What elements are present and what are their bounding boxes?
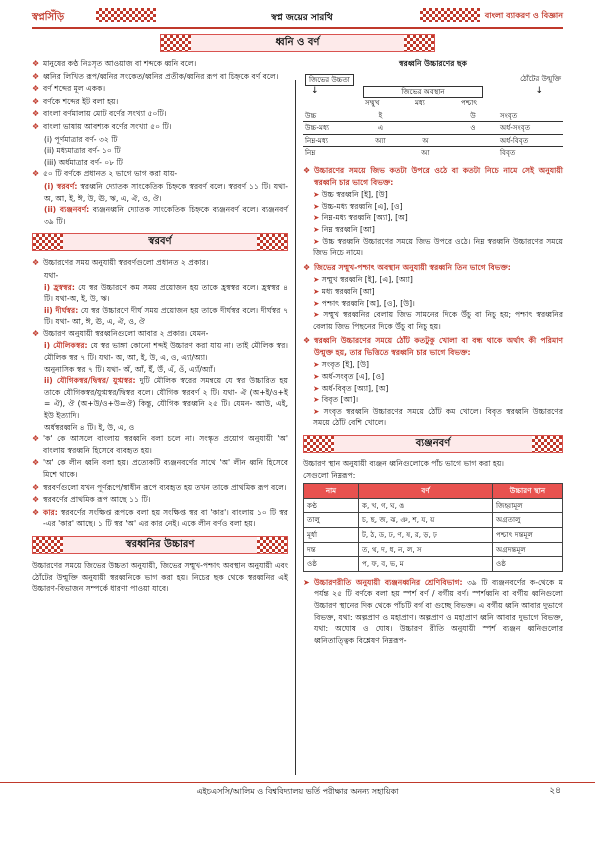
bullet-item: ❖ স্বরবর্ণগুলো যখন পূর্ণরূপে/স্বাধীন রূপে ব্যবহৃত হয় তখন তাকে প্রাথমিক রূপ বলে। bbox=[32, 482, 287, 492]
list-item: ➤ নিম্ন-মধ্য স্বরধ্বনি [অ্যা], [অ] bbox=[313, 213, 408, 223]
vowel-chart-back: পশ্চাৎ bbox=[461, 98, 478, 107]
page-header bbox=[32, 10, 563, 24]
list-item: ➤ নিম্ন স্বরধ্বনি [আ] bbox=[313, 224, 375, 234]
table-row: উচ্চ-মধ্য এ ও অর্ধ-সংবৃত bbox=[303, 122, 563, 135]
list-item: ➤ সংবৃত স্বরধ্বনি উচ্চারণের সময়ে ঠোঁট কম খোলে। বিবৃত স্বরধ্বনি উচ্চারণের সময়ে ঠোঁট বেশি খোলে। bbox=[313, 406, 564, 428]
bullet-item: ❖ স্বরধ্বনি উচ্চারণের সময়ে ঠোঁট কতটুকু খোলা বা বন্ধ থাকে অর্থাৎ কী পরিমাণ উন্মুক্ত হয়, তার ভিত্তিতে স্বরধ্বনি চার ভাগে বিভক্ত: bbox=[303, 336, 563, 357]
header-rule bbox=[32, 27, 563, 29]
list-item: ➤ পশ্চাৎ স্বরধ্বনি [অ], [ও], [উ]। bbox=[313, 298, 415, 308]
bullet-item: ❖ বাংলা বর্ণমালায় মোট বর্ণের সংখ্যা ৫০টি। bbox=[32, 109, 167, 119]
list-item: ➤ অর্ধ-সংবৃত [এ], [ও] bbox=[313, 372, 385, 382]
definition-byanjanbarna: (ii) ব্যঞ্জনবর্ণ: ব্যঞ্জনধ্বনি দ্যোতক সাংকেতিক চিহ্নকে ব্যঞ্জনবর্ণ বলে। ব্যঞ্জনবর্ণ ৩৯ টি। bbox=[44, 205, 288, 226]
title-banner: ধ্বনি ও বর্ণ bbox=[160, 34, 435, 52]
bullet-item: ❖ উচ্চারণের সময় অনুযায়ী স্বরবর্ণগুলো প্রধানত ২ প্রকার। bbox=[32, 258, 209, 268]
list-item: (iii) অর্ধমাত্রার বর্ণ- ০৮ টি bbox=[44, 157, 123, 167]
vowel-chart-front: সম্মুখ bbox=[365, 98, 380, 107]
vowel-chart-lip-label: ঠোঁটের উন্মুক্তি bbox=[520, 74, 561, 83]
definition-swarabarna: (i) স্বরবর্ণ: স্বরধ্বনি দ্যোতক সাংকেতিক চিহ্নকে স্বরবর্ণ বলে। স্বরবর্ণ ১১ টি। যথা- অ, আ, ই, ঈ, উ, ঊ, ঋ, এ, ঐ, ও, ঔ। bbox=[44, 181, 288, 203]
text-line: অনুনাসিক স্বর ৭ টি। যথা- অঁ, আঁ, ইঁ, উঁ, এঁ, ওঁ, এ্যাঁ/অ্যাঁ। bbox=[44, 364, 216, 374]
section-banner-swarabarna: স্বরবর্ণ bbox=[32, 233, 288, 251]
bullet-item: ❖ বাংলা ভাষায় আবশ্যক বর্ণের সংখ্যা ৫০ টি। bbox=[32, 121, 172, 131]
list-item: ➤ বিবৃত [আ]। bbox=[313, 395, 359, 405]
table-row: ওষ্ঠ প, ফ, ব, ভ, ম ওষ্ঠ bbox=[304, 557, 563, 572]
definition-jougik: ii) যৌগিকস্বর/দ্বিস্বর/ যুগ্মস্বর: দুটি মৌলিক স্বরের সমন্বয়ে যে স্বর উচ্চারিত হয় তাকে যৌগিকস্বর/যুগ্মস্বর/দ্বিস্বর বলে। যৌগিক স্বরবর্ণ ২ টি। যথা- ঐ (অ+ই/ও+ই = ঐ), ঔ (অ+উ/ও+উ=ঔ) কিন্তু, যৌগিক স্বরধ্বনি ২৫ টি। যেমন- আউ, এই, ইউ ইত্যাদি। bbox=[44, 376, 288, 421]
section-banner-byanjanbarna: ব্যঞ্জনবর্ণ bbox=[303, 435, 563, 453]
list-item: (i) পূর্ণমাত্রার বর্ণ- ৩২ টি bbox=[44, 134, 118, 144]
list-item: ➤ অর্ধ-বিবৃত [অ্যা], [অ] bbox=[313, 383, 389, 393]
bullet-item: ❖ কার: স্বরবর্ণের সংক্ষিপ্ত রূপকে বলা হয় সংক্ষিপ্ত স্বর বা 'কার'। বাংলায় ১০ টি স্বর -এর 'কার' আছে। ১ টি স্বর 'অ' এর কার নেই। একে লীন বর্ণও বলা হয়। bbox=[32, 507, 288, 529]
definition-dirgha: ii) দীর্ঘস্বর: যে স্বর উচ্চারণে দীর্ঘ সময় প্রয়োজন হয় তাকে দীর্ঘস্বর বলে। দীর্ঘস্বর ৭ টি। যথা- আ, ঈ, ঊ, এ, ঐ, ও, ঔ bbox=[44, 305, 289, 327]
table-row: কণ্ঠ ক, খ, গ, ঘ, ঙ জিহ্বামূল bbox=[304, 498, 563, 513]
list-item: ➤ উচ্চ-মধ্য স্বরধ্বনি [এ], [ও] bbox=[313, 201, 403, 211]
bullet-item: ➤ উচ্চারণরীতি অনুযায়ী ব্যঞ্জনধ্বনির শ্রেণিবিভাগ: ৩৯ টি ব্যঞ্জনবর্ণের ক-থেকে ম পর্যন্ত ২৫ টি বর্ণকে বলা হয় স্পর্শ বর্ণ / বর্গীয় বর্ণ। স্পর্শধ্বনি বা বর্গীয় ধ্বনিগুলো উচ্চারণ স্থানের দিক থেকে পাঁচটি বর্গ বা গুচ্ছে বিভক্ত। এ বর্গীয় ধ্বনি আবার দুভাগে বিভক্ত, যথা: অল্পপ্রাণ ও মহাপ্রাণ। অল্পপ্রাণ ও মহাপ্রাণ ধ্বনি আবার দুভাগে বিভক্ত, যথা: অঘোষ ও ঘোষ। উচ্চারণ রীতি অনুযায়ী স্পর্শ ব্যঞ্জন ধ্বনিগুলোর ধ্বনিতাত্ত্বিক বিশ্লেষণ নিম্নরূপ- bbox=[303, 577, 563, 645]
list-item: ➤ সংবৃত [ই], [উ] bbox=[313, 360, 369, 370]
header-subject: বাংলা ব্যাকরণ ও বিজ্ঞান bbox=[484, 11, 563, 20]
table-row: নিম্ন আ বিবৃত bbox=[305, 148, 516, 158]
bullet-item: ❖ 'ক' কে আসলে বাংলায় স্বরধ্বনি বলা চলে না। সংস্কৃত প্রয়োগ অনুযায়ী 'অ' বাংলায় স্বরধ্বনি হিসেবে ব্যবহৃত হয়। bbox=[32, 434, 288, 455]
consonant-table bbox=[303, 483, 563, 572]
list-item: ➤ সম্মুখ স্বরধ্বনি [ই], [এ], [অ্যা] bbox=[313, 275, 413, 285]
bullet-item: ❖ ৫০ টি বর্ণকে প্রধানত ২ ভাগে ভাগ করা যায়- bbox=[32, 169, 178, 179]
text-line: যথা- bbox=[44, 270, 59, 280]
vowel-chart-central: মধ্য bbox=[415, 98, 425, 107]
definition-moulik: i) মৌলিকস্বর: যে স্বর ভাঙ্গা কোনো শব্দই উচ্চারণ করা যায় না। তাই মৌলিক স্বর। মৌলিক স্বর ৭ টি। যথা- অ, আ, ই, উ, এ, ও, এ্যা/অ্যা। bbox=[44, 341, 289, 363]
text-line: উচ্চারণ স্থান অনুযায়ী ব্যঞ্জন ধ্বনিগুলোকে পাঁচ ভাগে ভাগ করা হয়। bbox=[303, 459, 505, 469]
table-title: স্বরধ্বনি উচ্চারণের ছক bbox=[399, 59, 467, 68]
table-header-row: নাম বর্ণ উচ্চারণ স্থান bbox=[304, 484, 563, 499]
vowel-chart-rows bbox=[303, 110, 563, 159]
left-column bbox=[32, 58, 288, 595]
table-row: নিম্ন-মধ্য অ্যা অ অর্ধ-বিবৃত bbox=[303, 134, 563, 147]
list-item: ➤ মধ্য স্বরধ্বনি [আ] bbox=[313, 286, 375, 296]
header-brand: স্বপ্নসিঁড়ি bbox=[32, 12, 65, 23]
bullet-item: ❖ উচ্চারণ অনুযায়ী স্বরধ্বনিগুলো আবার ২ প্রকার। যেমন- bbox=[32, 328, 209, 338]
page-number: ২৪ bbox=[549, 786, 561, 796]
column-divider bbox=[295, 80, 296, 775]
bullet-item: ❖ বর্ণ শব্দের মূল একক। bbox=[32, 84, 106, 94]
bullet-item: ❖ মানুষের কণ্ঠ নিঃসৃত আওয়াজ বা শব্দকে ধ্বনি বলে। bbox=[32, 59, 197, 68]
paragraph: উচ্চারণের সময়ে জিভের উচ্চতা অনুযায়ী, জিভের সম্মুখ-পশ্চাৎ অবস্থান অনুযায়ী এবং ঠোঁটের উন্মুক্তি অনুযায়ী স্বরধ্বনিকে ভাগ করা হয়। নিচের ছক থেকে স্বরধ্বনির এই উচ্চারণ-বিভাজন সম্পর্কে ধারণা পাওয়া যাবে। bbox=[32, 560, 288, 594]
right-column bbox=[303, 58, 563, 647]
header-tagline: স্বপ্ন জয়ের সারথি bbox=[271, 13, 333, 23]
vowel-chart-position-label: জিভের অবস্থান bbox=[363, 86, 483, 98]
table-row: তালু চ, ছ, জ, ঝ, ঞ, শ, য, য় অগ্রতালু bbox=[304, 513, 563, 528]
list-item: ➤ উচ্চ স্বরধ্বনি [ই], [উ] bbox=[313, 190, 388, 200]
table-row: দন্ত ত, থ, দ, ধ, ন, ল, স অগ্রদন্তমূল bbox=[304, 542, 563, 557]
table-row: মূর্ধা ট, ঠ, ড, ঢ, ণ, ষ, র, ড়, ঢ় পশ্চাৎ দন্তমূল bbox=[304, 528, 563, 543]
text-line: অর্ধস্বরধ্বনি ৪ টি। ই, উ, এ, ও bbox=[44, 422, 135, 432]
list-item: (ii) মধ্যমাত্রার বর্ণ- ১০ টি bbox=[44, 146, 121, 156]
bullet-item: ❖ স্বরবর্ণের প্রাথমিক রূপ আছে ১১ টি। bbox=[32, 495, 151, 505]
arrow-down-icon: ↓ bbox=[535, 85, 543, 96]
bullet-item: ❖ বর্ণকে শব্দের ইট বলা হয়। bbox=[32, 96, 119, 106]
arrow-down-icon: ↓ bbox=[311, 85, 319, 96]
list-item: ➤ সম্মুখ স্বরধ্বনির বেলায় জিভ সামনের দিকে উঁচু বা নিচু হয়; পশ্চাৎ স্বরধ্বনির বেলায় জিভ পিছনের দিকে উঁচু বা নিচু হয়। bbox=[313, 310, 563, 331]
vowel-chart-height-label: জিভের উচ্চতা bbox=[305, 74, 354, 86]
bullet-item: ❖ জিভের সম্মুখ-পশ্চাৎ অবস্থান অনুযায়ী স্বরধ্বনি তিন ভাগে বিভক্ত: bbox=[303, 262, 511, 272]
list-item: ➤ উচ্চ স্বরধ্বনি উচ্চারণের সময়ে জিভ উপরে ওঠে। নিম্ন স্বরধ্বনি উচ্চারণের সময়ে জিভ নিচে নামে। bbox=[313, 236, 563, 258]
table-row: উচ্চ ই উ সংবৃত bbox=[303, 110, 563, 122]
bullet-item: ❖ 'অ' কে লীন ধ্বনি বলা হয়। প্রত্যেকটি ব্যঞ্জনবর্ণের সাথে 'অ' লীন ধ্বনি হিসেবে মিশে থাকে। bbox=[32, 458, 288, 479]
text-line: সেগুলো নিম্নরূপ: bbox=[303, 470, 356, 480]
bullet-item: ❖ ধ্বনির লিখিত রূপ/ধ্বনির সংকেত/ধ্বনির প্রতীক/ধ্বনির রূপ বা চিহ্নকে বর্ণ বলে। bbox=[32, 71, 279, 81]
bullet-item: ❖ উচ্চারণের সময়ে জিভ কতটা উপরে ওঠে বা কতটা নিচে নামে সেই অনুযায়ী স্বরধ্বনি চার ভাগে বিভক্ত: bbox=[303, 165, 563, 187]
section-banner-swaradhwani: স্বরধ্বনির উচ্চারণ bbox=[32, 536, 288, 554]
page-footer: এইচএসসি/আলিম ও বিশ্ববিদ্যালয় ভর্তি পরীক্ষার অনন্য সহায়িকা bbox=[0, 782, 595, 800]
definition-hrasva: i) হ্রস্বস্বর: যে স্বর উচ্চারণে কম সময় প্রয়োজন হয় তাকে হ্রস্বস্বর বলে। হ্রস্বস্বর ৪ টি। যথা-অ, ই, উ, ঋ। bbox=[44, 282, 288, 304]
vowel-chart bbox=[303, 74, 563, 159]
